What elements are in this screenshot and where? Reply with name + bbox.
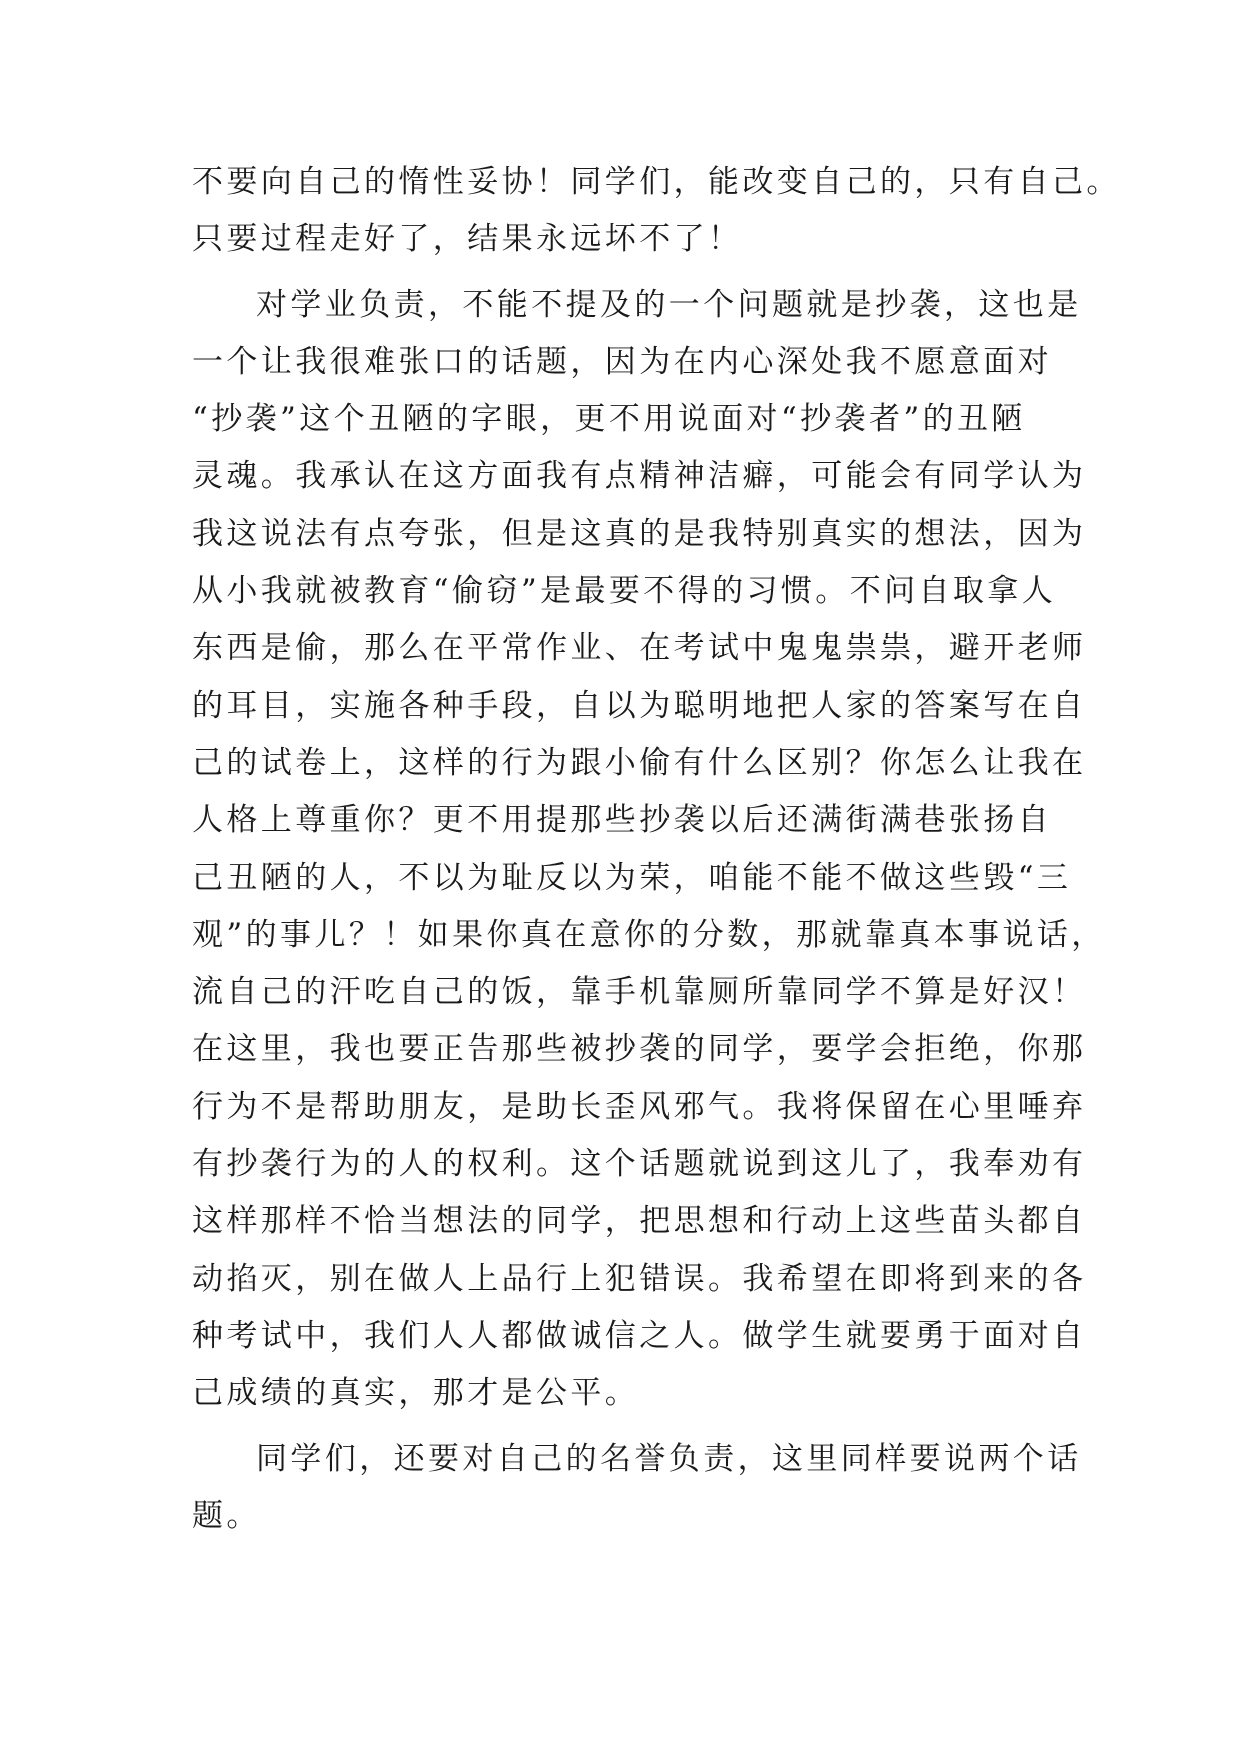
text-line: 一个让我很难张口的话题，因为在内心深处我不愿意面对 — [192, 343, 1052, 380]
text-line: “抄袭”这个丑陋的字眼，更不用说面对“抄袭者”的丑陋 — [192, 401, 1026, 438]
paragraph-gap — [192, 269, 1052, 277]
text-line: 这样那样不恰当想法的同学，把思想和行动上这些苗头都自 — [192, 1203, 1087, 1240]
paragraph-start-line: 对学业负责，不能不提及的一个问题就是抄袭，这也是 — [256, 286, 1082, 323]
text-line: 流自己的汗吃自己的饭，靠手机靠厕所靠同学不算是好汉！ — [192, 974, 1087, 1011]
text-line: 己的试卷上，这样的行为跟小偷有什么区别？你怎么让我在 — [192, 744, 1087, 781]
text-line: 题。 — [192, 1497, 261, 1534]
text-line: 种考试中，我们人人都做诚信之人。做学生就要勇于面对自 — [192, 1317, 1087, 1354]
text-line: 己丑陋的人，不以为耻反以为荣，咱能不能不做这些毁“三 — [192, 859, 1072, 896]
text-line: 东西是偷，那么在平常作业、在考试中鬼鬼祟祟，避开老师 — [192, 630, 1087, 667]
body-text — [192, 154, 1121, 1545]
text-line: 有抄袭行为的人的权利。这个话题就说到这儿了，我奉劝有 — [192, 1146, 1087, 1183]
text-line: 灵魂。我承认在这方面我有点精神洁癖，可能会有同学认为 — [192, 458, 1087, 495]
text-line: 观”的事儿？！如果你真在意你的分数，那就靠真本事说话， — [192, 916, 1106, 953]
text-line: 不要向自己的惰性妥协！同学们，能改变自己的，只有自己。 — [192, 164, 1121, 200]
text-line: 从小我就被教育“偷窃”是最要不得的习惯。不问自取拿人 — [192, 573, 1057, 610]
text-line: 人格上尊重你？更不用提那些抄袭以后还满街满巷张扬自 — [192, 802, 1052, 839]
paragraph-start-line: 同学们，还要对自己的名誉负责，这里同样要说两个话 — [256, 1440, 1082, 1477]
text-line: 我这说法有点夸张，但是这真的是我特别真实的想法，因为 — [192, 515, 1087, 552]
text-line: 动掐灭，别在做人上品行上犯错误。我希望在即将到来的各 — [192, 1260, 1087, 1297]
paragraph-gap — [192, 1423, 1052, 1431]
text-line: 在这里，我也要正告那些被抄袭的同学，要学会拒绝，你那 — [192, 1031, 1087, 1068]
text-line: 行为不是帮助朋友，是助长歪风邪气。我将保留在心里唾弃 — [192, 1088, 1087, 1125]
text-line: 的耳目，实施各种手段，自以为聪明地把人家的答案写在自 — [192, 687, 1087, 724]
text-line: 己成绩的真实，那才是公平。 — [192, 1375, 640, 1412]
text-line: 只要过程走好了，结果永远坏不了！ — [192, 221, 743, 258]
